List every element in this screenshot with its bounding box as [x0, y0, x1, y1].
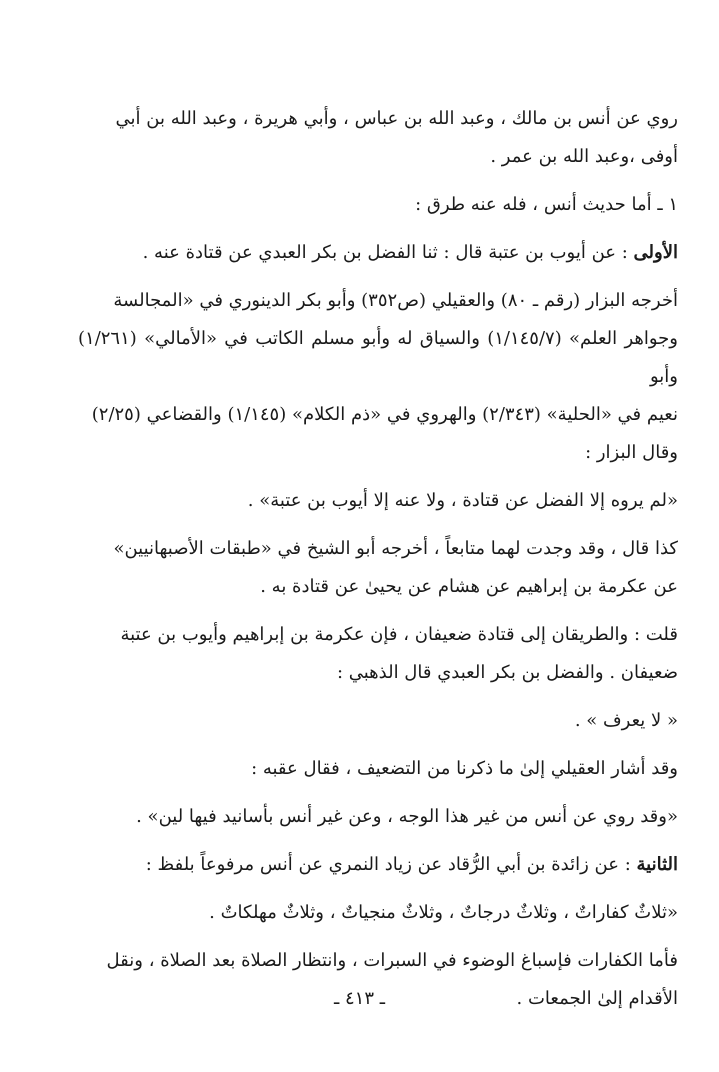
text-line: نعيم في «الحلية» (٢/٣٤٣) والهروي في «ذم الكلام» (١/١٤٥) والقضاعي (٢/٢٥)	[91, 404, 678, 425]
paragraph-12	[78, 894, 678, 932]
text-line-rest: : عن أيوب بن عتبة قال : ثنا الفضل بن بكر العبدي عن قتادة عنه .	[142, 242, 634, 263]
text-line: فأما الكفارات فإسباغ الوضوء في السبرات ، وانتظار الصلاة بعد الصلاة ، ونقل	[106, 950, 678, 971]
text-line: وجواهر العلم» (١/١٤٥/٧) والسياق له وأبو مسلم الكاتب في «الأمالي» (١/٢٦١) وأبو	[78, 328, 678, 387]
text-line-rest: : عن زائدة بن أبي الرُّقاد عن زياد النمري عن أنس مرفوعاً بلفظ :	[145, 854, 637, 875]
section-lead-first: الأولى	[633, 242, 678, 263]
paragraph-7	[78, 616, 678, 692]
page-body	[78, 100, 678, 1028]
text-line	[78, 234, 678, 272]
paragraph-3	[78, 234, 678, 272]
page-number: ـ ٤١٣ ـ	[333, 988, 385, 1009]
paragraph-8	[78, 702, 678, 740]
paragraph-9	[78, 750, 678, 788]
text-line: أوفى ،وعبد الله بن عمر .	[490, 146, 678, 167]
text-line: كذا قال ، وقد وجدت لهما متابعاً ، أخرجه أبو الشيخ في «طبقات الأصبهانيين»	[113, 538, 678, 559]
text-line: أخرجه البزار (رقم ـ ٨٠) والعقيلي (ص٣٥٢) وأبو بكر الدينوري في «المجالسة	[113, 290, 678, 311]
section-lead-second: الثانية	[636, 854, 678, 875]
text-line: ضعيفان . والفضل بن بكر العبدي قال الذهبي :	[336, 662, 678, 683]
text-line: قلت : والطريقان إلى قتادة ضعيفان ، فإن عكرمة بن إبراهيم وأيوب بن عتبة	[120, 624, 678, 645]
paragraph-5	[78, 482, 678, 520]
text-line: «لم يروه إلا الفضل عن قتادة ، ولا عنه إلا أيوب بن عتبة» .	[247, 490, 678, 511]
text-line: وقد أشار العقيلي إلىٰ ما ذكرنا من التضعيف ، فقال عقبه :	[251, 758, 678, 779]
paragraph-4	[78, 282, 678, 472]
text-line: « لا يعرف » .	[574, 710, 678, 731]
text-line: وقال البزار :	[585, 442, 678, 463]
text-line: «وقد روي عن أنس من غير هذا الوجه ، وعن غير أنس بأسانيد فيها لين» .	[136, 806, 678, 827]
text-line: روي عن أنس بن مالك ، وعبد الله بن عباس ، وأبي هريرة ، وعبد الله بن أبي	[115, 108, 678, 129]
text-line: «ثلاثٌ كفاراتٌ ، وثلاثٌ درجاتٌ ، وثلاثٌ منجياتٌ ، وثلاثٌ مهلكاتٌ .	[209, 902, 678, 923]
text-line	[78, 846, 678, 884]
paragraph-2	[78, 186, 678, 224]
paragraph-6	[78, 530, 678, 606]
paragraph-1	[78, 100, 678, 176]
text-line: ١ ـ أما حديث أنس ، فله عنه طرق :	[415, 194, 678, 215]
text-line: عن عكرمة بن إبراهيم عن هشام عن يحيىٰ عن قتادة به .	[260, 576, 678, 597]
text-line: الأقدام إلىٰ الجمعات .	[516, 988, 678, 1009]
paragraph-11	[78, 846, 678, 884]
paragraph-10	[78, 798, 678, 836]
